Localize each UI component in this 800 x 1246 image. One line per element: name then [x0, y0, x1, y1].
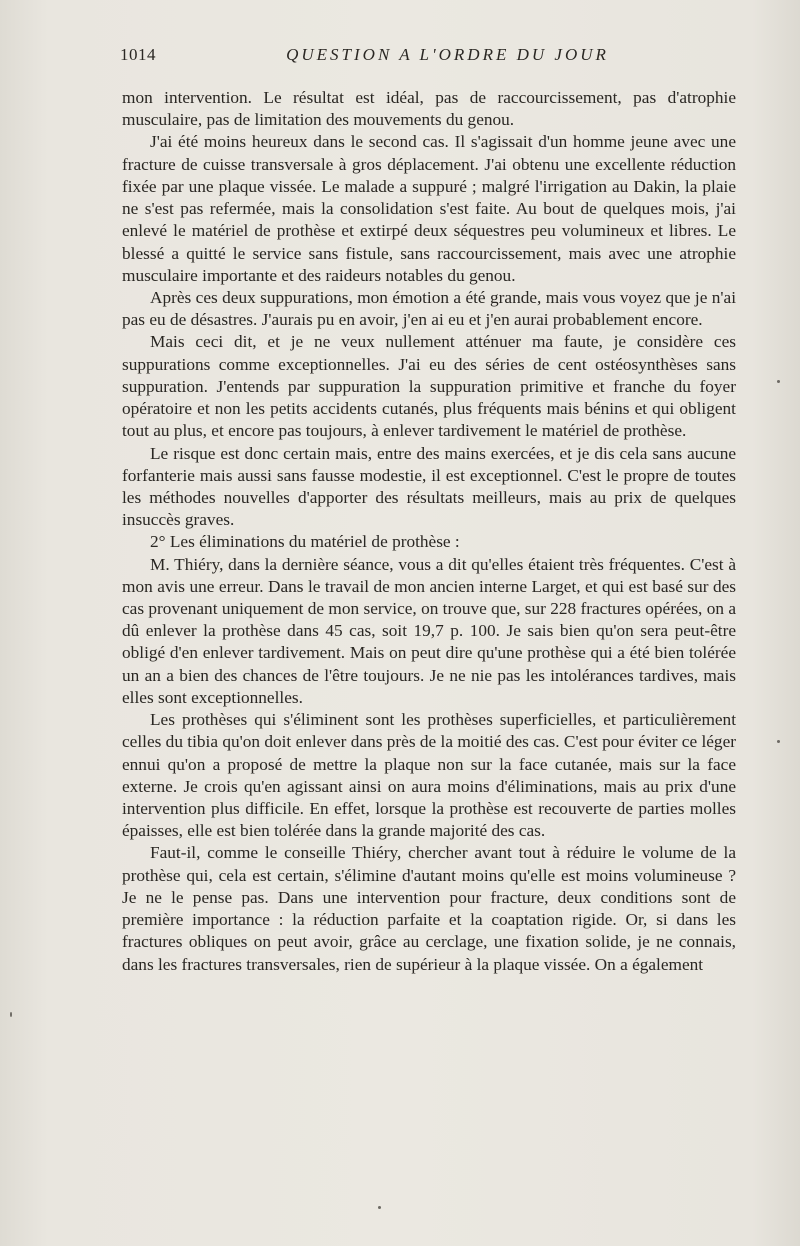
paper-speck	[777, 740, 780, 743]
running-title: QUESTION A L'ORDRE DU JOUR	[286, 45, 609, 64]
paragraph-after-suppurations: Après ces deux suppurations, mon émotion a été grande, mais vous voyez que je n'ai pas eu de désastres. J'aurais pu en avoir, j'en ai eu et j'en aurai probablement encore.	[122, 287, 736, 330]
paper-speck	[10, 1012, 12, 1017]
body-text	[122, 87, 736, 976]
paper-speck	[777, 380, 780, 383]
running-header	[120, 44, 735, 66]
section-heading-eliminations: 2° Les éliminations du matériel de prothèse :	[150, 532, 460, 552]
paragraph-continuation: mon intervention. Le résultat est idéal, pas de raccourcissement, pas d'atrophie musculaire, pas de limitation des mouvements du genou.	[122, 88, 736, 130]
paragraph-prosthesis-volume: Faut-il, comme le conseille Thiéry, chercher avant tout à réduire le volume de la prothèse qui, cela est certain, s'élimine d'autant moins qu'elle est moins volumineuse ? Je ne le pense pas. Dans une intervention pour fracture, deux conditions sont de première importance : la réduction parfaite et la coaptation rigide. Or, si dans les fractures obliques on peut avoir, grâce au cerclage, une fixation solide, je ne connais, dans les fractures transversales, rien de supérieur à la plaque vissée. On a également	[122, 843, 736, 974]
paragraph-superficial-prostheses: Les prothèses qui s'éliminent sont les prothèses superficielles, et particulièrement celles du tibia qu'on doit enlever dans près de la moitié des cas. C'est pour éviter ce léger ennui qu'on a proposé de mettre la plaque non sur la face cutanée, mais sur la face externe. Je crois qu'en agissant ainsi on aura moins d'éliminations, mais au prix d'une intervention plus difficile. En effet, lorsque la prothèse est recouverte de parties molles épaisses, elle est bien tolérée dans la grande majorité des cas.	[122, 710, 736, 841]
paragraph-second-case: J'ai été moins heureux dans le second cas. Il s'agissait d'un homme jeune avec une fracture de cuisse transversale à gros déplacement. J'ai obtenu une excellente réduction fixée par une plaque vissée. Le malade a suppuré ; malgré l'irrigation au Dakin, la plaie ne s'est pas refermée, mais la consolidation s'est faite. Au bout de quelques mois, j'ai enlevé le matériel de prothèse et extirpé deux séquestres peu volumineux et libres. Le blessé a quitté le service sans fistule, sans raccourcissement, mais avec une atrophie musculaire importante et des raideurs notables du genou.	[122, 132, 736, 285]
page-number: 1014	[120, 45, 156, 64]
paragraph-risk: Le risque est donc certain mais, entre des mains exercées, et je dis cela sans aucune forfanterie mais aussi sans fausse modestie, il est exceptionnel. C'est le propre de toutes les méthodes nouvelles d'apporter des résultats meilleurs, mais au prix de quelques insuccès graves.	[122, 443, 736, 530]
paragraph-exceptional-suppurations: Mais ceci dit, et je ne veux nullement atténuer ma faute, je considère ces suppurations comme exceptionnelles. J'ai eu des séries de cent ostéosynthèses sans suppuration. J'entends par suppuration la suppuration primitive et franche du foyer opératoire et non les petits accidents cutanés, plus fréquents mais bénins et qui obligent tout au plus, et encore pas toujours, à enlever tardivement le matériel de prothèse.	[122, 332, 736, 441]
paper-speck	[378, 1206, 381, 1209]
paragraph-thiery: M. Thiéry, dans la dernière séance, vous a dit qu'elles étaient très fréquentes. C'est à mon avis une erreur. Dans le travail de mon ancien interne Larget, et qui est basé sur des cas provenant uniquement de mon service, on trouve que, sur 228 fractures opérées, on a dû enlever la prothèse dans 45 cas, soit 19,7 p. 100. Je sais bien qu'on sera peut-être obligé d'en enlever tardivement. Mais on peut dire qu'une prothèse qui a été bien tolérée un an a bien des chances de l'être toujours. Je ne nie pas les intolérances tardives, mais elles sont exceptionnelles.	[122, 554, 736, 707]
